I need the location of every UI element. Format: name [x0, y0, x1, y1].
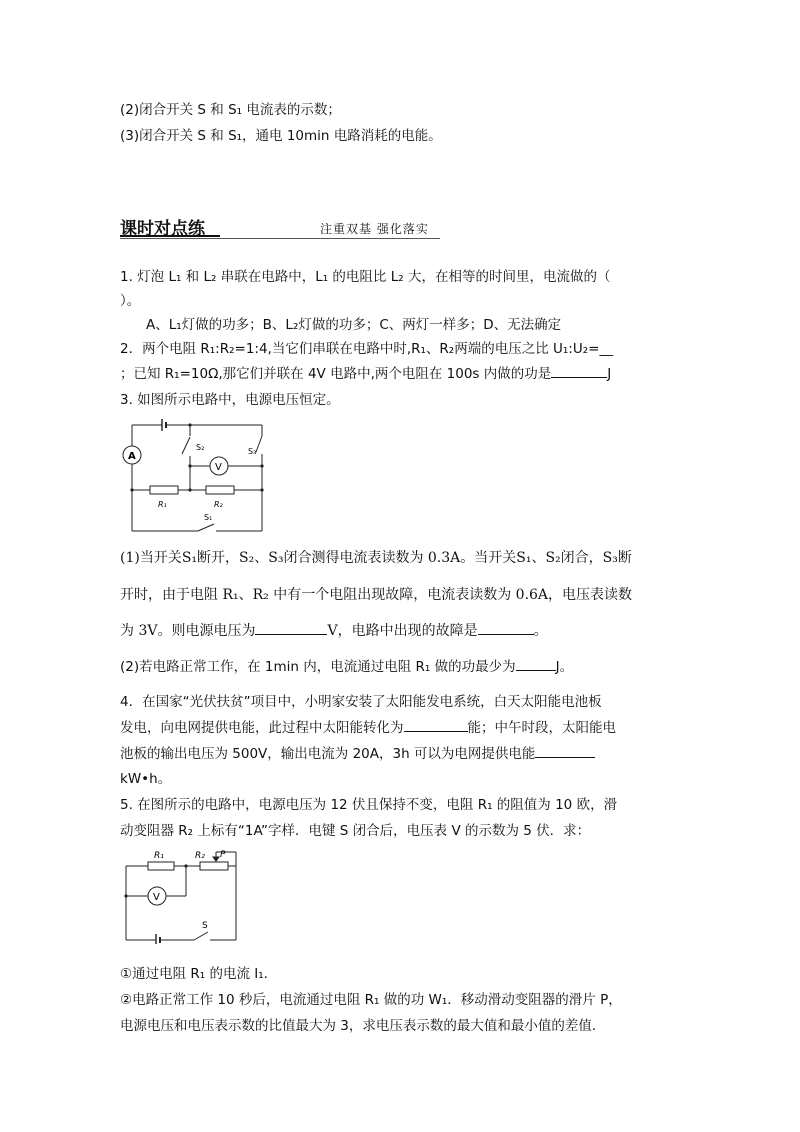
resistor-r2-label: R₂	[214, 500, 223, 509]
problem-1-line-1: 1. 灯泡 L₁ 和 L₂ 串联在电路中，L₁ 的电阻比 L₂ 大，在相等的时间里，电流做的（	[120, 269, 611, 285]
problem-3-part-1-line-1: (1)当开关S₁断开，S₂、S₃闭合测得电流表读数为 0.3A。当开关S₁、S₂闭合，S₃断	[120, 550, 632, 566]
answer-blank	[255, 620, 327, 635]
switch-s2-label: S₂	[196, 443, 205, 452]
question-part-3: (3)闭合开关 S 和 S₁，通电 10min 电路消耗的电能。	[120, 128, 442, 144]
problem-4-line-3	[120, 742, 595, 762]
slider-p-label: P	[220, 850, 226, 860]
section-title: 课时对点练	[120, 219, 205, 239]
problem-5-sub-3: 电源电压和电压表示数的比值最大为 3，求电压表示数的最大值和最小值的差值.	[120, 1018, 597, 1034]
section-header	[120, 214, 440, 240]
answer-blank	[516, 656, 556, 671]
circuit-diagram-2	[120, 846, 245, 944]
problem-5-sub-1: ①通过电阻 R₁ 的电流 I₁.	[120, 966, 268, 982]
answer-blank	[551, 363, 607, 378]
circuit-diagram-1	[122, 416, 272, 534]
problem-2-line-2-text: ；已知 R₁=10Ω,那它们并联在 4V 电路中,两个电阻在 100s 内做的功是	[120, 366, 552, 382]
problem-5-line-2: 动变阻器 R₂ 上标有“1A”字样．电键 S 闭合后，电压表 V 的示数为 5 伏．求：	[120, 823, 591, 839]
answer-blank	[535, 743, 595, 758]
problem-3-intro: 3. 如图所示电路中，电源电压恒定。	[120, 392, 340, 408]
problem-3-part-1-line-2: 开时，由于电阻 R₁、R₂ 中有一个电阻出现故障，电流表读数为 0.6A，电压表读数	[120, 587, 633, 603]
question-part-2: (2)闭合开关 S 和 S₁ 电流表的示数；	[120, 102, 341, 118]
problem-4-text: 发电，向电网提供电能，此过程中太阳能转化为	[120, 720, 404, 736]
problem-3-text: 为 3V。则电源电压为	[120, 623, 256, 639]
problem-3-text: (2)若电路正常工作，在 1min 内，电流通过电阻 R₁ 做的功最少为	[120, 659, 516, 675]
problem-4-line-1: 4．在国家“光伏扶贫”项目中，小明家安装了太阳能发电系统，白天太阳能电池板	[120, 694, 602, 710]
voltmeter-label: V	[153, 892, 160, 903]
answer-blank	[404, 717, 468, 732]
problem-5-sub-2: ②电路正常工作 10 秒后，电流通过电阻 R₁ 做的功 W₁．移动滑动变阻器的滑片 P，	[120, 992, 622, 1008]
problem-4-text: 池板的输出电压为 500V，输出电流为 20A，3h 可以为电网提供电能	[120, 746, 536, 762]
problem-3-text: J。	[555, 659, 574, 675]
resistor-r1-label: R₁	[158, 500, 167, 509]
switch-s3-label: S₃	[248, 447, 257, 456]
problem-3-text: 。	[533, 623, 548, 639]
problem-3-text: V，电路中出现的故障是	[327, 623, 478, 639]
problem-2-unit: J	[607, 366, 612, 382]
switch-s-label: S	[202, 921, 208, 931]
section-subtitle: 注重双基 强化落实	[320, 222, 429, 236]
voltmeter-label: V	[215, 462, 222, 473]
problem-2-line-2	[120, 362, 611, 382]
problem-3-part-2	[120, 655, 573, 675]
section-title-underline	[120, 235, 220, 237]
problem-1-options: A、L₁灯做的功多；B、L₂灯做的功多；C、两灯一样多；D、无法确定	[146, 317, 562, 333]
resistor-r2-label: R₂	[195, 851, 205, 861]
problem-4-line-2	[120, 716, 616, 736]
problem-2-line-1: 2．两个电阻 R₁:R₂=1:4,当它们串联在电路中时,R₁、R₂两端的电压之比 U₁:U₂=__	[120, 341, 613, 357]
problem-4-text: 能；中午时段，太阳能电	[467, 720, 616, 736]
answer-blank	[478, 620, 534, 635]
resistor-r1-label: R₁	[154, 851, 164, 861]
problem-1-line-2: ）。	[120, 293, 141, 309]
ammeter-label: A	[128, 451, 136, 462]
problem-4-line-4: kW•h。	[120, 771, 172, 787]
problem-5-line-1: 5. 在图所示的电路中，电源电压为 12 伏且保持不变，电阻 R₁ 的阻值为 10 欧，滑	[120, 797, 618, 813]
problem-3-part-1-line-3	[120, 620, 548, 640]
switch-s1-label: S₁	[204, 513, 213, 522]
section-rule	[120, 238, 440, 239]
